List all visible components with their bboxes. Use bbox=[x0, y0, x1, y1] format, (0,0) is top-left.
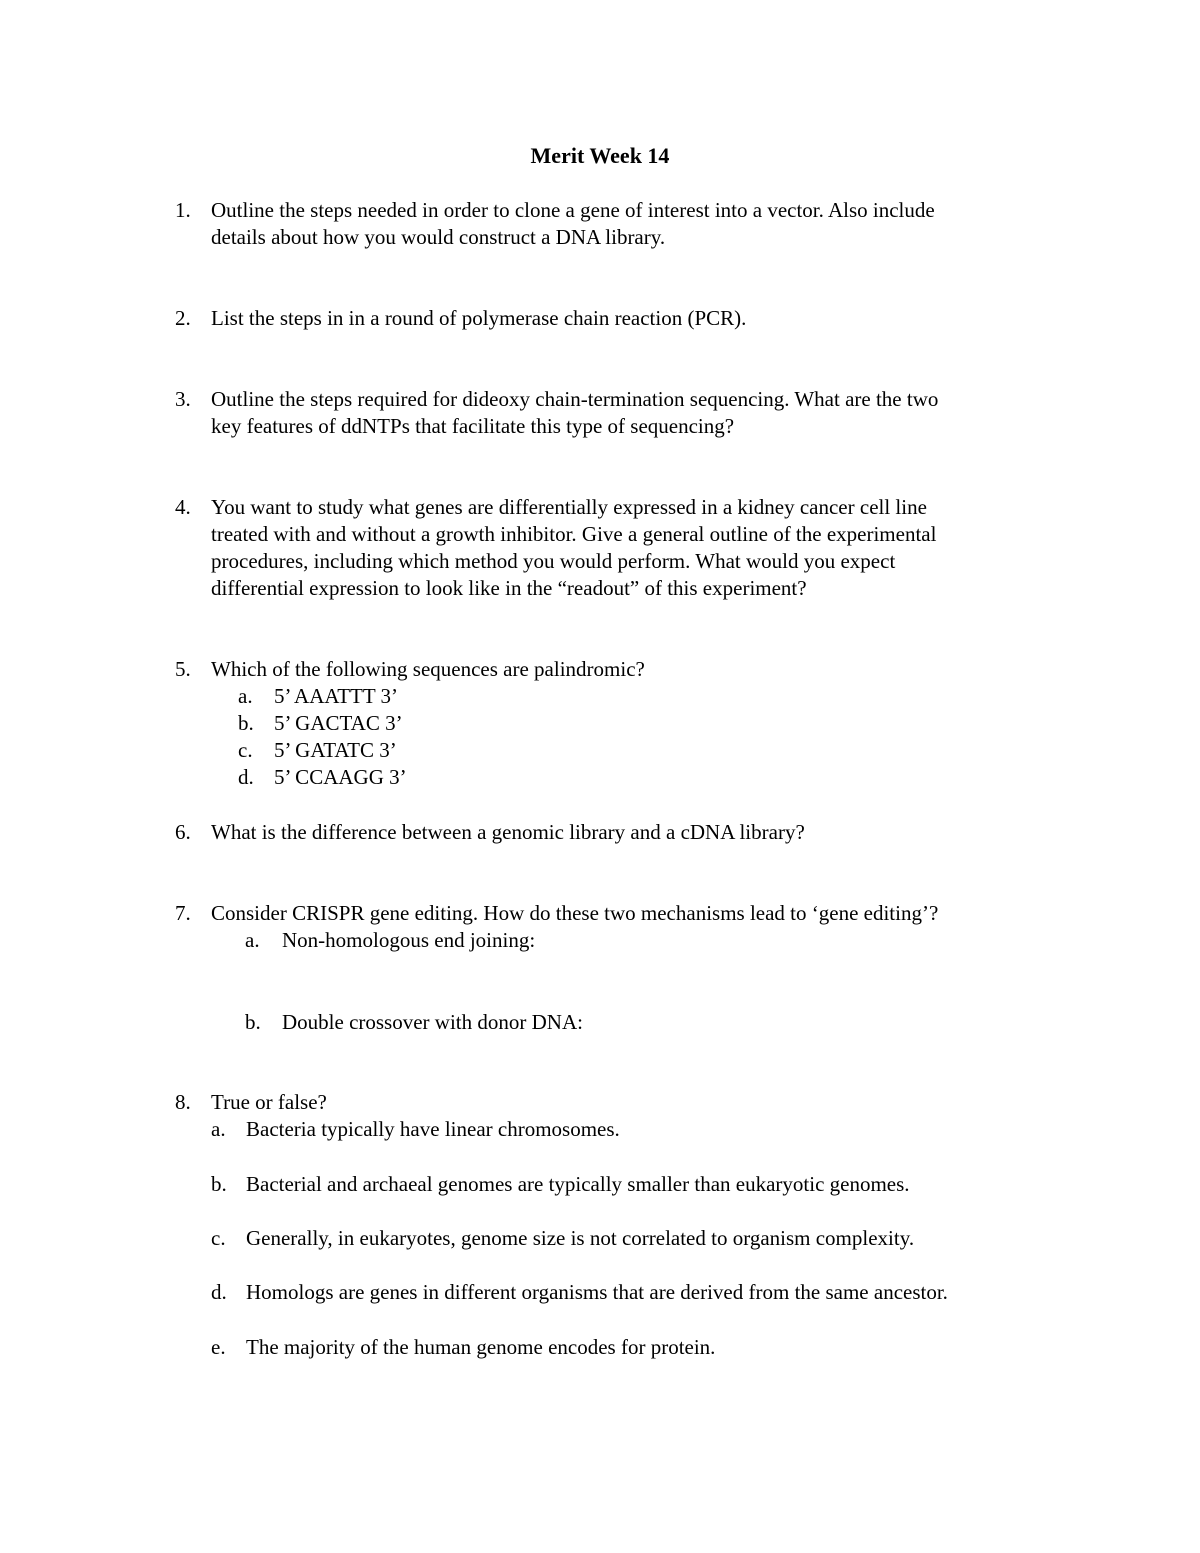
question-text bbox=[211, 819, 1051, 846]
question-text bbox=[211, 1089, 1051, 1116]
question-line: differential expression to look like in the “readout” of this experiment? bbox=[211, 576, 807, 600]
question-line: True or false? bbox=[211, 1090, 327, 1114]
option-letter: a. bbox=[245, 928, 260, 952]
question-text bbox=[211, 656, 1051, 683]
question-line: treated with and without a growth inhibitor. Give a general outline of the experimental bbox=[211, 522, 937, 546]
question-text bbox=[211, 197, 1051, 251]
question-number: 4. bbox=[175, 495, 191, 519]
option-text: The majority of the human genome encodes for protein. bbox=[246, 1335, 716, 1359]
option-letter: b. bbox=[238, 711, 254, 735]
question-line: key features of ddNTPs that facilitate this type of sequencing? bbox=[211, 414, 735, 438]
question-text bbox=[211, 900, 1051, 927]
option-text: Generally, in eukaryotes, genome size is not correlated to organism complexity. bbox=[246, 1226, 915, 1250]
question-text bbox=[211, 494, 1051, 602]
option-letter: c. bbox=[211, 1226, 226, 1250]
question-line: Consider CRISPR gene editing. How do these two mechanisms lead to ‘gene editing’? bbox=[211, 901, 939, 925]
question-number: 1. bbox=[175, 198, 191, 222]
question-line: details about how you would construct a DNA library. bbox=[211, 225, 666, 249]
question-number: 7. bbox=[175, 901, 191, 925]
option-letter: a. bbox=[238, 684, 253, 708]
question-line: You want to study what genes are differentially expressed in a kidney cancer cell line bbox=[211, 495, 927, 519]
option-letter: c. bbox=[238, 738, 253, 762]
option-letter: b. bbox=[211, 1172, 227, 1196]
option-text: Homologs are genes in different organisms that are derived from the same ancestor. bbox=[246, 1280, 948, 1304]
question-line: What is the difference between a genomic library and a cDNA library? bbox=[211, 820, 805, 844]
option-text: 5’ CCAAGG 3’ bbox=[274, 765, 407, 789]
question-text bbox=[211, 386, 1051, 440]
question-line: procedures, including which method you would perform. What would you expect bbox=[211, 549, 896, 573]
option-text: Double crossover with donor DNA: bbox=[282, 1010, 583, 1034]
question-line: Which of the following sequences are palindromic? bbox=[211, 657, 645, 681]
option-text: Bacteria typically have linear chromosomes. bbox=[246, 1117, 620, 1141]
option-letter: e. bbox=[211, 1335, 226, 1359]
option-text: Bacterial and archaeal genomes are typically smaller than eukaryotic genomes. bbox=[246, 1172, 910, 1196]
option-letter: d. bbox=[238, 765, 254, 789]
option-letter: d. bbox=[211, 1280, 227, 1304]
option-letter: a. bbox=[211, 1117, 226, 1141]
option-text: Non-homologous end joining: bbox=[282, 928, 536, 952]
page-title: Merit Week 14 bbox=[530, 143, 670, 168]
question-line: Outline the steps required for dideoxy chain-termination sequencing. What are the two bbox=[211, 387, 939, 411]
question-text bbox=[211, 305, 1051, 332]
question-line: List the steps in in a round of polymerase chain reaction (PCR). bbox=[211, 306, 747, 330]
question-line: Outline the steps needed in order to clone a gene of interest into a vector. Also include bbox=[211, 198, 935, 222]
question-number: 3. bbox=[175, 387, 191, 411]
question-number: 2. bbox=[175, 306, 191, 330]
option-letter: b. bbox=[245, 1010, 261, 1034]
option-text: 5’ GACTAC 3’ bbox=[274, 711, 403, 735]
option-text: 5’ GATATC 3’ bbox=[274, 738, 397, 762]
question-number: 8. bbox=[175, 1090, 191, 1114]
option-text: 5’ AAATTT 3’ bbox=[274, 684, 399, 708]
question-number: 6. bbox=[175, 820, 191, 844]
question-number: 5. bbox=[175, 657, 191, 681]
